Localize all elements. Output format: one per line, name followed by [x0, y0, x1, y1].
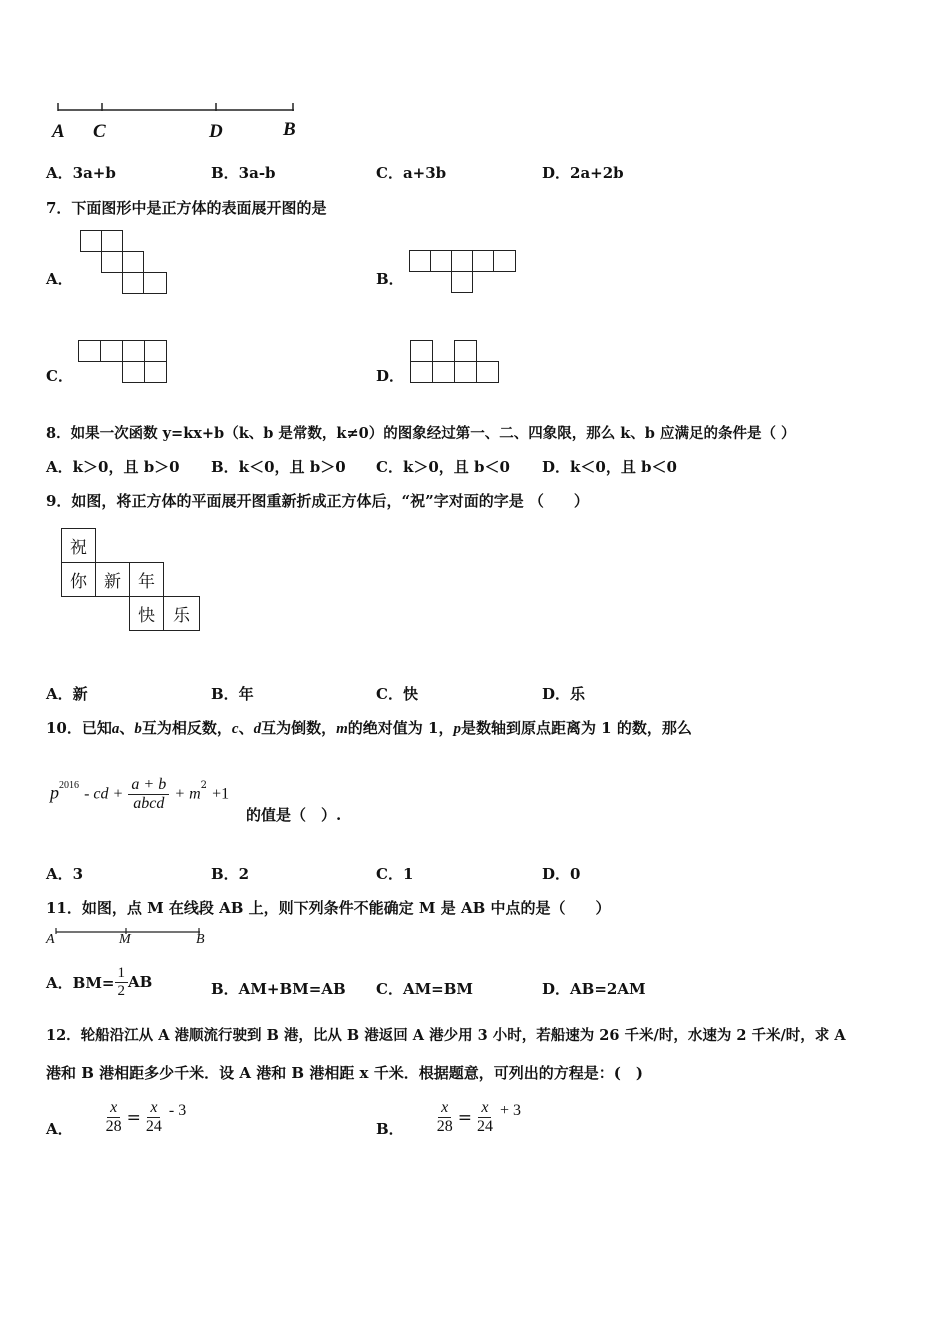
point-b-label: B: [196, 932, 205, 947]
q9-option-d[interactable]: D．乐: [542, 685, 586, 703]
net-cell-zhu: 祝: [61, 528, 96, 563]
q7-net-c: [78, 340, 170, 385]
net-cell-nian: 年: [129, 562, 164, 597]
q10-option-a[interactable]: A．3: [46, 865, 84, 883]
net-cell-kuai: 快: [129, 596, 164, 631]
q10-tail: 的值是（ ）.: [246, 806, 342, 824]
q8-option-c[interactable]: C．k＞0，且 b＜0: [376, 458, 510, 476]
q10-option-d[interactable]: D．0: [542, 865, 581, 883]
net-cell-le: 乐: [163, 596, 200, 631]
q9-option-a[interactable]: A．新: [46, 685, 88, 703]
q9-stem: 9．如图，将正方体的平面展开图重新折成正方体后，“祝”字对面的字是 （ ）: [46, 492, 589, 510]
q11-stem: 11．如图，点 M 在线段 AB 上，则下列条件不能确定 M 是 AB 中点的是（ ）: [46, 899, 611, 917]
point-a-label: A: [46, 932, 55, 947]
label-d: D: [209, 121, 223, 142]
segment-figure: [50, 98, 310, 148]
q9-cube-net: [61, 528, 203, 634]
q6-option-a[interactable]: A．3a+b: [46, 164, 116, 182]
label-c: C: [93, 121, 106, 142]
q8-option-d[interactable]: D．k＜0，且 b＜0: [542, 458, 677, 476]
q7-net-d: [410, 340, 502, 385]
q11-option-a[interactable]: A．BM= $\frac{1}{2}$ AB: [46, 965, 153, 999]
q11-option-d[interactable]: D．AB=2AM: [542, 980, 646, 998]
q11-option-c[interactable]: C．AM=BM: [376, 980, 474, 998]
q10-expression: $p^{2016}$ - cd + $\frac{a + b}{\text{abcd}}$ + $m^2 +1$: [50, 776, 230, 812]
q9-option-b[interactable]: B．年: [211, 685, 254, 703]
q12-option-a[interactable]: A． $\frac{x}{28}$ = $\frac{x}{24}$ - 3: [46, 1099, 187, 1138]
q6-option-b[interactable]: B．3a-b: [211, 164, 276, 182]
q8-stem: 8．如果一次函数 y=kx+b（k、b 是常数，k≠0）的图象经过第一、二、四象限，那么 k、b 应满足的条件是（ ）: [46, 425, 796, 442]
q7-stem: 7．下面图形中是正方体的表面展开图的是: [46, 199, 327, 217]
q7-label-c[interactable]: C．: [46, 367, 73, 385]
net-cell-xin: 新: [95, 562, 130, 597]
q7-net-b: [409, 250, 521, 295]
q8-option-a[interactable]: A．k＞0，且 b＞0: [46, 458, 180, 476]
q10-option-b[interactable]: B．2: [211, 865, 250, 883]
q7-label-b[interactable]: B．: [376, 270, 404, 288]
q11-option-b[interactable]: B．AM+BM=AB: [211, 980, 346, 998]
q10-stem: 10．已知a、b互为相反数，c、d互为倒数，m的绝对值为 1，p是数轴到原点距离为 1 的数，那么: [46, 719, 692, 737]
q6-option-d[interactable]: D．2a+2b: [542, 164, 624, 182]
q12-option-b[interactable]: B． $\frac{x}{28}$ = $\frac{x}{24}$ + 3: [376, 1099, 521, 1138]
net-cell-ni: 你: [61, 562, 96, 597]
q6-option-c[interactable]: C．a+3b: [376, 164, 447, 182]
q7-label-d[interactable]: D．: [376, 367, 405, 385]
q7-label-a[interactable]: A．: [46, 270, 73, 288]
q9-option-c[interactable]: C．快: [376, 685, 418, 703]
q8-option-b[interactable]: B．k＜0，且 b＞0: [211, 458, 346, 476]
q12-stem-line2: 港和 B 港相距多少千米．设 A 港和 B 港相距 x 千米．根据题意，可列出的方程是：( ): [46, 1064, 643, 1082]
q12-stem-line1: 12．轮船沿江从 A 港顺流行驶到 B 港，比从 B 港返回 A 港少用 3 小时，若船速为 26 千米/时，水速为 2 千米/时，求 A: [46, 1027, 846, 1044]
point-m-label: M: [119, 932, 131, 947]
label-b: B: [283, 119, 296, 140]
q7-net-a: [80, 230, 170, 296]
q10-option-c[interactable]: C．1: [376, 865, 414, 883]
label-a: A: [52, 121, 65, 142]
